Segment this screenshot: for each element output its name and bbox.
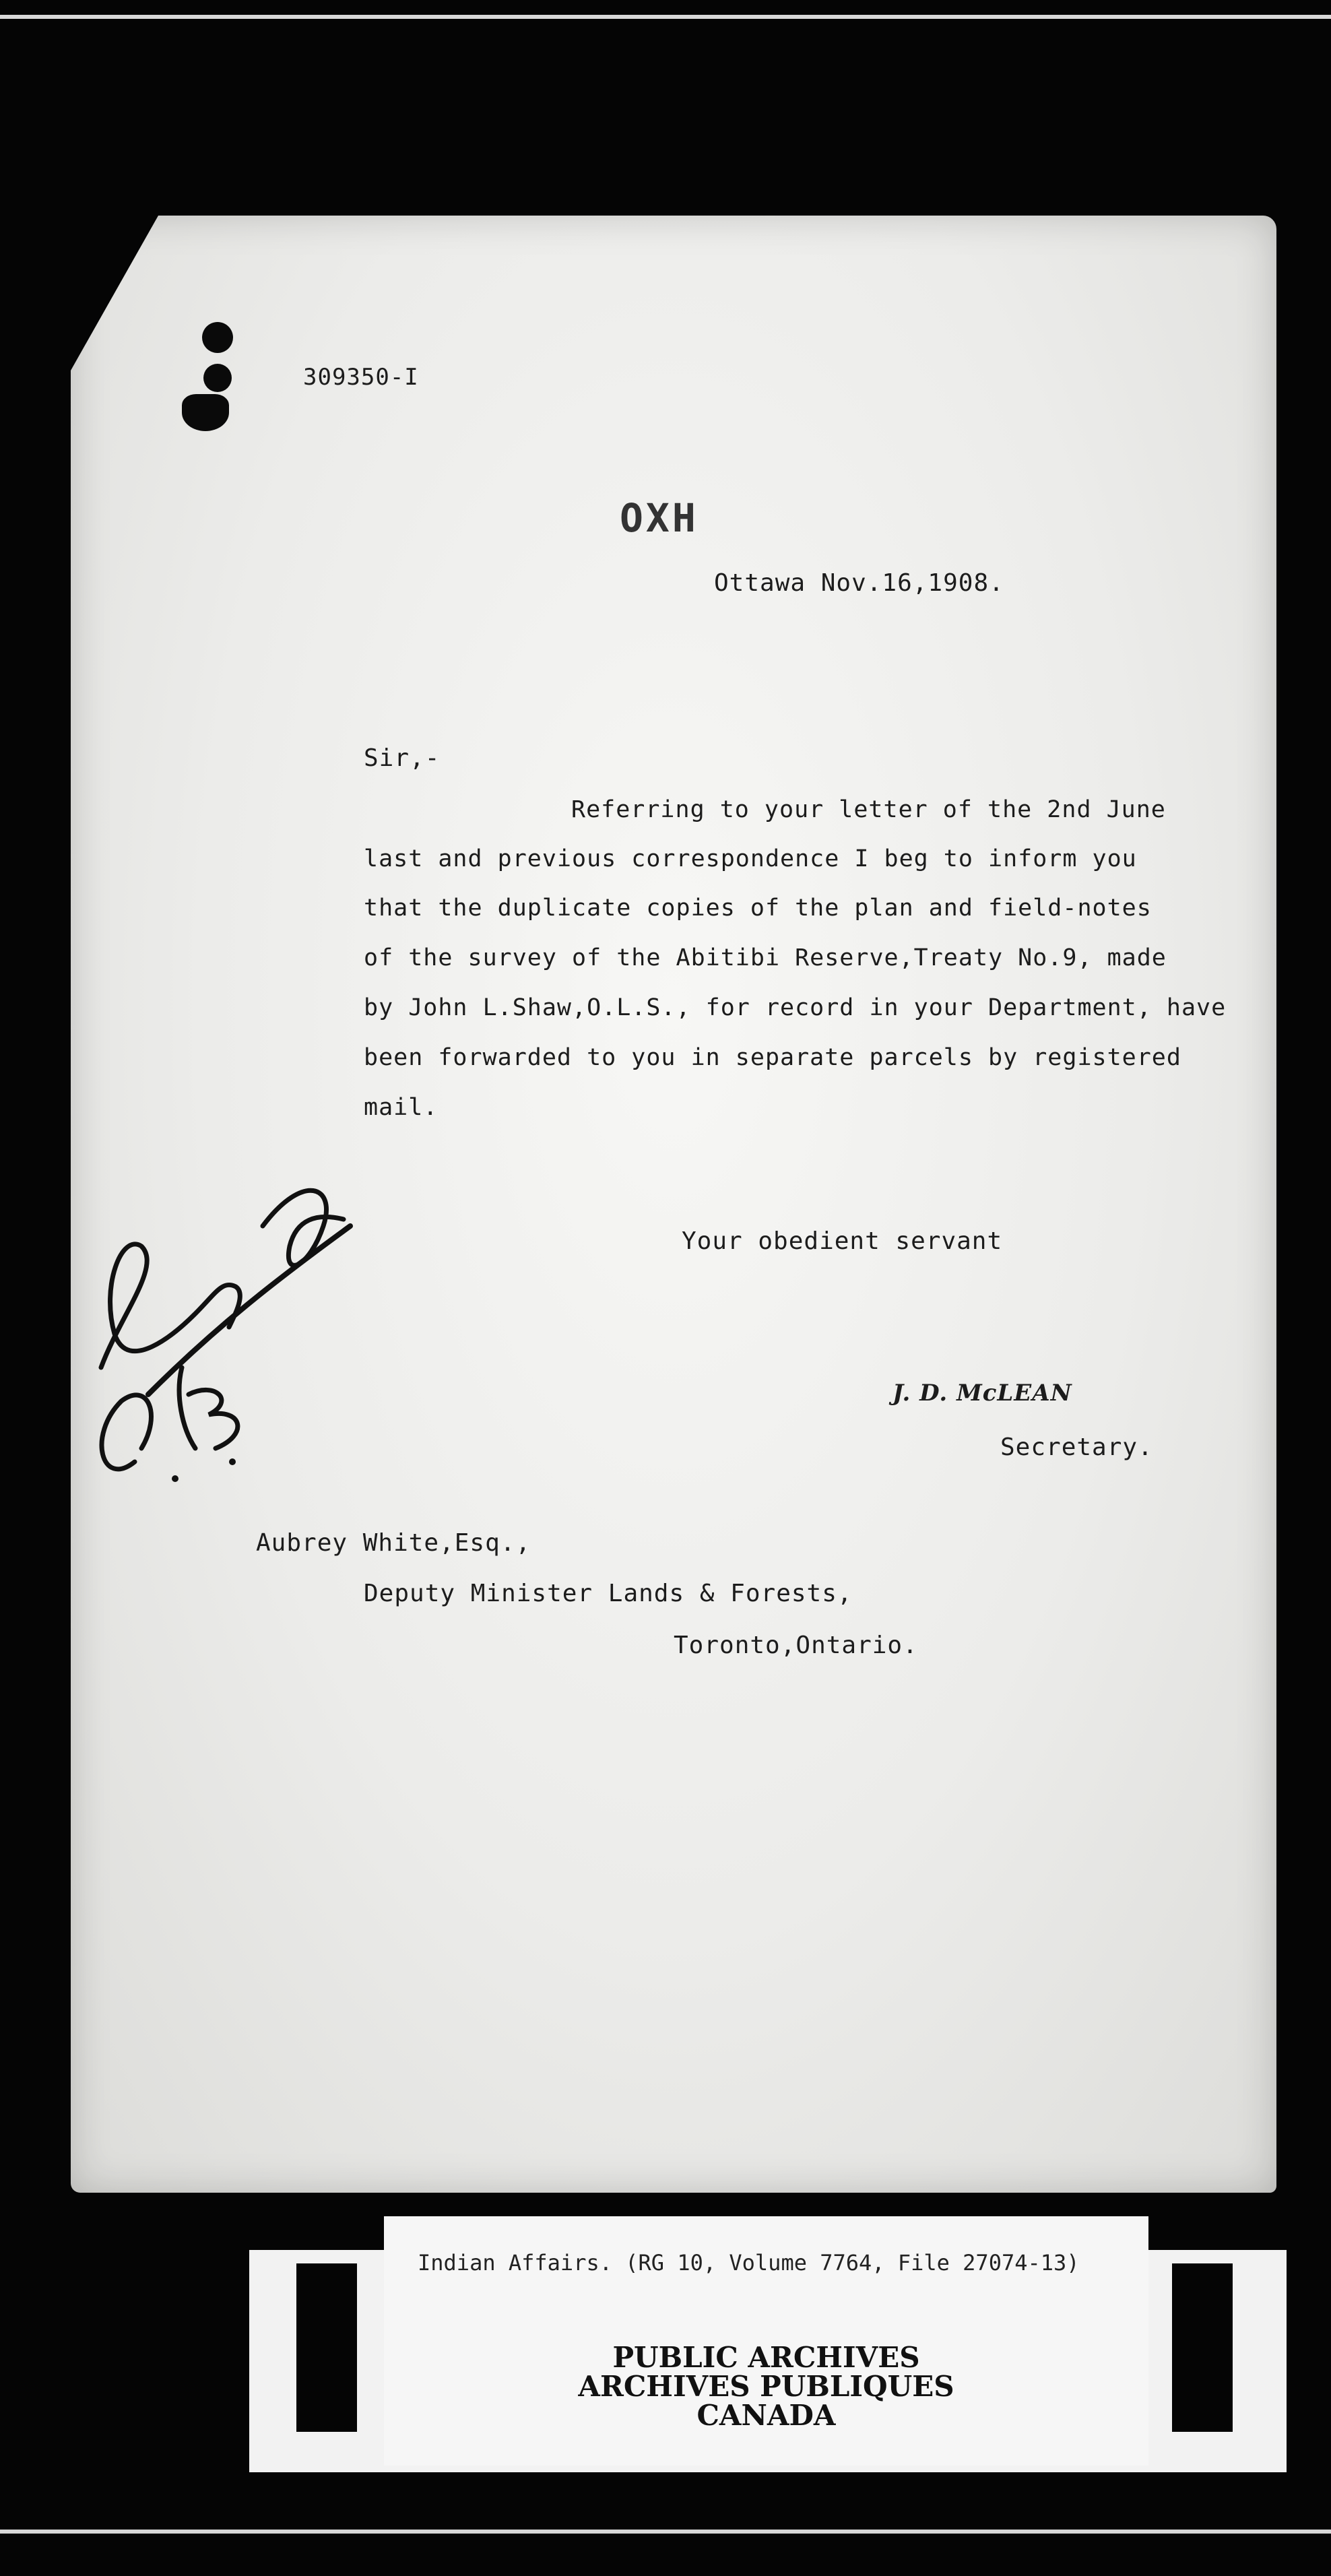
recipient-location: Toronto,Ontario. bbox=[674, 1632, 918, 1659]
stamp-mark: OXH bbox=[620, 495, 699, 541]
page-corner-fold bbox=[71, 216, 158, 371]
film-border-top bbox=[0, 15, 1331, 19]
signature-title: Secretary. bbox=[1000, 1434, 1153, 1461]
body-line: been forwarded to you in separate parcels by registered bbox=[364, 1044, 1181, 1071]
label-tab bbox=[1172, 2263, 1233, 2432]
handwritten-initials bbox=[61, 1112, 384, 1502]
body-line: by John L.Shaw,O.L.S., for record in your Department, have bbox=[364, 994, 1227, 1021]
archive-line-3: CANADA bbox=[696, 2399, 836, 2432]
recipient-title: Deputy Minister Lands & Forests, bbox=[364, 1580, 853, 1607]
body-line: that the duplicate copies of the plan and field-notes bbox=[364, 895, 1152, 922]
body-line: last and previous correspondence I beg to inform you bbox=[364, 845, 1137, 872]
label-tab bbox=[296, 2263, 357, 2432]
signature-name: J. D. McLEAN bbox=[892, 1380, 1072, 1407]
archive-identifier: Indian Affairs. (RG 10, Volume 7764, File 27074-13) bbox=[418, 2250, 1080, 2276]
archive-line-1: PUBLIC ARCHIVES bbox=[612, 2341, 920, 2374]
body-line: mail. bbox=[364, 1094, 439, 1121]
file-reference: 309350-I bbox=[303, 364, 419, 391]
letter-date: Ottawa Nov.16,1908. bbox=[714, 569, 1004, 597]
punch-hole bbox=[202, 322, 233, 353]
recipient-name: Aubrey White,Esq., bbox=[256, 1529, 531, 1557]
punch-hole bbox=[203, 364, 232, 392]
punch-hole bbox=[182, 394, 229, 431]
salutation: Sir,- bbox=[364, 744, 441, 772]
body-line: of the survey of the Abitibi Reserve,Treaty No.9, made bbox=[364, 944, 1167, 971]
closing: Your obedient servant bbox=[682, 1227, 1003, 1255]
archive-line-2: ARCHIVES PUBLIQUES bbox=[578, 2370, 954, 2403]
film-border-bottom bbox=[0, 2530, 1331, 2534]
body-line: Referring to your letter of the 2nd June bbox=[571, 796, 1166, 823]
